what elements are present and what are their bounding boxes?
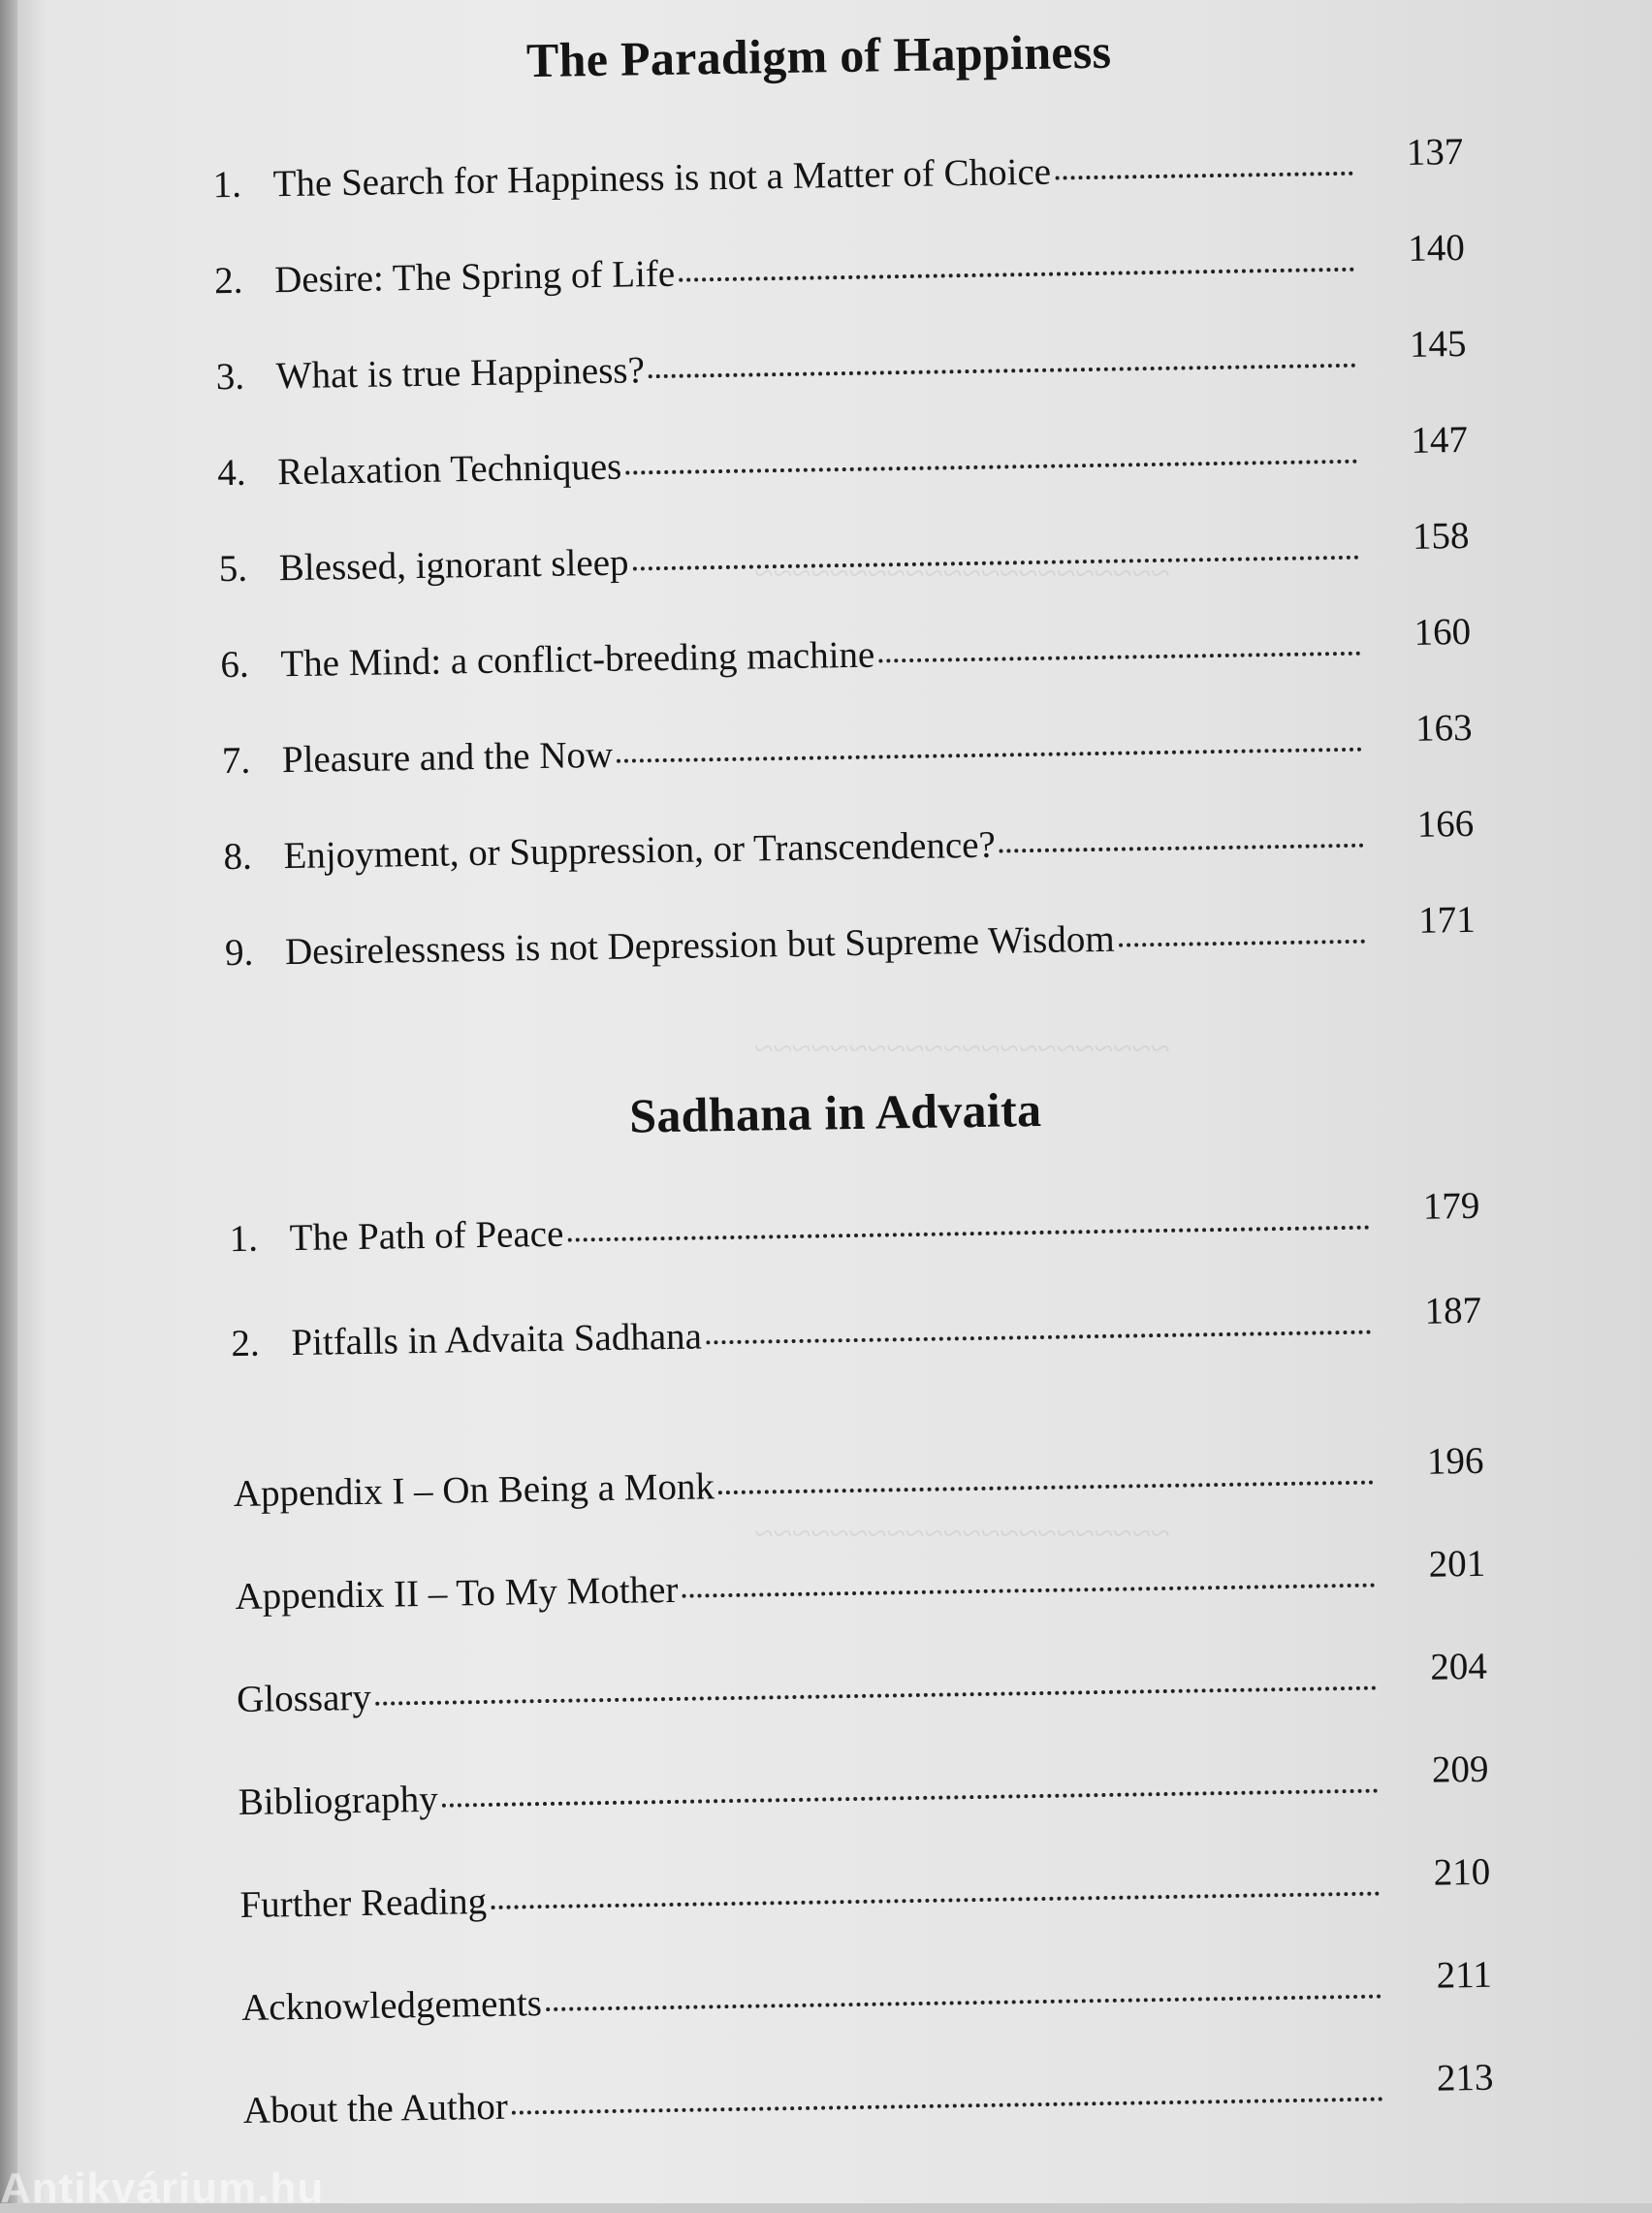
bleed-through-decoration: ~~~~~~~~~~~~~~~~~~~~~~ bbox=[754, 1029, 1170, 1068]
entry-page-number: 209 bbox=[1431, 1748, 1489, 1791]
entry-title: Desirelessness is not Depression but Supreme Wisdom bbox=[284, 917, 1115, 974]
section-heading-sadhana-in-advaita: Sadhana in Advaita bbox=[628, 1081, 1042, 1143]
entry-page-number: 145 bbox=[1409, 322, 1467, 366]
entry-title: Pitfalls in Advaita Sadhana bbox=[291, 1315, 703, 1364]
dot-leader bbox=[718, 1481, 1374, 1495]
toc-entry-acknowledgements[interactable] bbox=[240, 1953, 1493, 2044]
book-page bbox=[17, 0, 1652, 2203]
entry-page-number: 137 bbox=[1406, 130, 1464, 174]
entry-title: Further Reading bbox=[239, 1880, 488, 1927]
entry-title: What is true Happiness? bbox=[275, 349, 646, 398]
toc-entry[interactable] bbox=[213, 226, 1466, 318]
dot-leader bbox=[682, 1584, 1375, 1598]
toc-entry[interactable] bbox=[218, 514, 1470, 606]
entry-number: 2. bbox=[213, 259, 243, 303]
entry-number: 4. bbox=[216, 451, 246, 495]
entry-page-number: 204 bbox=[1429, 1645, 1488, 1688]
toc-entry[interactable] bbox=[224, 898, 1477, 990]
dot-leader bbox=[625, 460, 1357, 475]
entry-page-number: 187 bbox=[1424, 1289, 1482, 1332]
dot-leader bbox=[512, 2098, 1383, 2115]
entry-title: Glossary bbox=[236, 1676, 372, 1721]
toc-entry-about-the-author[interactable] bbox=[242, 2056, 1494, 2147]
toc-entry[interactable] bbox=[221, 706, 1473, 798]
entry-title: Pleasure and the Now bbox=[281, 733, 614, 782]
dot-leader bbox=[546, 1995, 1382, 2012]
book-spine-shadow bbox=[0, 0, 17, 2203]
entry-page-number: 158 bbox=[1412, 514, 1470, 558]
entry-number: 3. bbox=[215, 355, 245, 399]
toc-entry-further-reading[interactable] bbox=[239, 1850, 1491, 1941]
dot-leader bbox=[617, 748, 1362, 763]
entry-title: The Path of Peace bbox=[289, 1212, 564, 1260]
dot-leader bbox=[633, 556, 1359, 571]
entry-title: The Search for Happiness is not a Matter of Choice bbox=[272, 150, 1052, 206]
entry-title: Desire: The Spring of Life bbox=[273, 252, 676, 302]
entry-title: About the Author bbox=[242, 2085, 509, 2132]
dot-leader bbox=[1055, 172, 1353, 180]
toc-entry-bibliography[interactable] bbox=[238, 1748, 1489, 1839]
entry-number: 9. bbox=[224, 931, 254, 975]
dot-leader bbox=[442, 1789, 1379, 1808]
entry-page-number: 201 bbox=[1428, 1542, 1486, 1586]
entry-number: 6. bbox=[220, 643, 249, 687]
entry-page-number: 166 bbox=[1416, 802, 1475, 846]
entry-title: Blessed, ignorant sleep bbox=[278, 541, 629, 590]
dot-leader bbox=[1000, 844, 1364, 853]
entry-title: Appendix II – To My Mother bbox=[235, 1568, 679, 1619]
entry-number: 2. bbox=[231, 1322, 260, 1365]
entry-title: Relaxation Techniques bbox=[276, 445, 622, 494]
toc-entry-appendix-2[interactable] bbox=[235, 1542, 1486, 1634]
entry-page-number: 196 bbox=[1426, 1439, 1484, 1483]
bleed-through-decoration: ~~~~~~~~~~~~~~~~~~~~~~ bbox=[754, 554, 1170, 593]
toc-entry[interactable] bbox=[220, 610, 1472, 702]
dot-leader bbox=[491, 1892, 1380, 1909]
toc-entry[interactable] bbox=[212, 130, 1464, 222]
entry-number: 7. bbox=[221, 739, 251, 783]
entry-number: 5. bbox=[218, 547, 248, 591]
toc-entry[interactable] bbox=[231, 1289, 1482, 1381]
bleed-through-decoration: ~~~~~~~~~~~~~~~~~~~~~~ bbox=[754, 1514, 1170, 1553]
toc-entry[interactable] bbox=[215, 322, 1467, 414]
toc-entry-appendix-1[interactable] bbox=[233, 1439, 1484, 1531]
toc-entry[interactable] bbox=[229, 1184, 1480, 1276]
entry-title: Appendix I – On Being a Monk bbox=[233, 1465, 715, 1516]
entry-page-number: 213 bbox=[1436, 2056, 1494, 2100]
toc-entry-glossary[interactable] bbox=[236, 1645, 1488, 1737]
dot-leader bbox=[1119, 940, 1365, 947]
section-heading-paradigm-of-happiness: The Paradigm of Happiness bbox=[525, 23, 1112, 88]
dot-leader bbox=[375, 1686, 1377, 1706]
dot-leader bbox=[878, 652, 1360, 663]
entry-page-number: 147 bbox=[1411, 418, 1469, 462]
dot-leader bbox=[567, 1226, 1369, 1242]
watermark-logo: Antikvárium.hu bbox=[0, 2165, 325, 2212]
entry-title: Enjoyment, or Suppression, or Transcendence? bbox=[283, 823, 997, 878]
entry-number: 1. bbox=[212, 163, 242, 207]
dot-leader bbox=[679, 268, 1354, 282]
entry-page-number: 160 bbox=[1414, 610, 1472, 654]
dot-leader bbox=[706, 1331, 1371, 1345]
table-of-contents bbox=[17, 0, 1652, 2203]
toc-entry[interactable] bbox=[216, 418, 1469, 510]
entry-page-number: 211 bbox=[1436, 1953, 1493, 1997]
entry-title: Acknowledgements bbox=[240, 1982, 543, 2029]
entry-page-number: 163 bbox=[1414, 706, 1473, 750]
toc-entry[interactable] bbox=[223, 802, 1475, 894]
entry-title: Bibliography bbox=[238, 1778, 438, 1824]
entry-number: 8. bbox=[223, 835, 253, 879]
entry-page-number: 179 bbox=[1422, 1184, 1480, 1228]
dot-leader bbox=[649, 364, 1356, 378]
entry-page-number: 171 bbox=[1417, 898, 1477, 942]
entry-page-number: 140 bbox=[1407, 226, 1466, 270]
entry-title: The Mind: a conflict-breeding machine bbox=[280, 633, 875, 686]
entry-number: 1. bbox=[229, 1217, 259, 1261]
entry-page-number: 210 bbox=[1433, 1850, 1491, 1894]
